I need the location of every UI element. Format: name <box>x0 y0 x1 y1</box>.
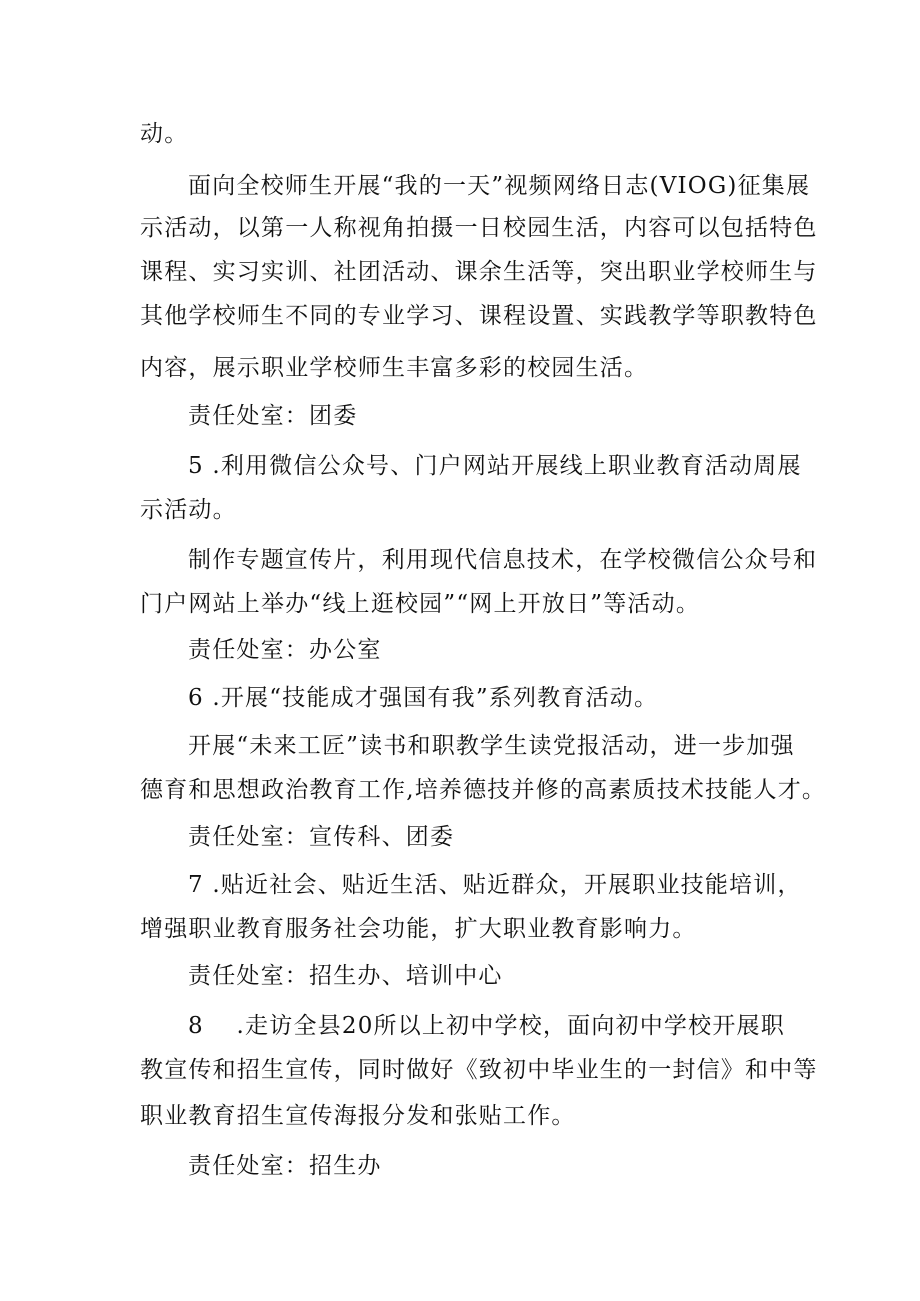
paragraph-line: 面向全校师生开展“我的一天”视频网络日志(VIOG)征集展 <box>188 173 811 199</box>
paragraph-line: 其他学校师生不同的专业学习、课程设置、实践教学等职教特色 <box>140 303 818 329</box>
paragraph-line: 德育和思想政治教育工作,培养德技并修的高素质技术技能人才。 <box>140 777 827 803</box>
paragraph-line: 职业教育招生宣传海报分发和张贴工作。 <box>140 1103 576 1129</box>
paragraph-line: 开展“未来工匠”读书和职教学生读党报活动，进一步加强 <box>188 733 795 759</box>
item-heading: 6 .开展“技能成才强国有我”系列教育活动。 <box>188 685 659 711</box>
paragraph-line: 示活动。 <box>140 497 237 523</box>
item-heading: 7 .贴近社会、贴近生活、贴近群众，开展职业技能培训， <box>188 872 802 898</box>
responsible-office: 责任处室：招生办、培训中心 <box>188 963 503 989</box>
paragraph-line: 增强职业教育服务社会功能，扩大职业教育影响力。 <box>140 916 697 942</box>
responsible-office: 责任处室：招生办 <box>188 1153 382 1179</box>
paragraph-line: 教宣传和招生宣传，同时做好《致初中毕业生的一封信》和中等 <box>140 1057 818 1083</box>
paragraph-line: 门户网站上举办“线上逛校园”“网上开放日”等活动。 <box>140 591 701 617</box>
paragraph-line: 内容，展示职业学校师生丰富多彩的校园生活。 <box>140 355 649 381</box>
paragraph-line: 制作专题宣传片，利用现代信息技术，在学校微信公众号和 <box>188 547 818 573</box>
paragraph-line: 示活动，以第一人称视角拍摄一日校园生活，内容可以包括特色 <box>140 215 818 241</box>
item-heading: 8 .走访全县20所以上初中学校，面向初中学校开展职 <box>188 1013 785 1039</box>
paragraph-line: 课程、实习实训、社团活动、课余生活等，突出职业学校师生与 <box>140 259 818 285</box>
paragraph-line: 动。 <box>140 121 189 147</box>
responsible-office: 责任处室：团委 <box>188 403 358 429</box>
responsible-office: 责任处室：宣传科、团委 <box>188 824 455 850</box>
item-heading: 5 .利用微信公众号、门户网站开展线上职业教育活动周展 <box>188 453 802 479</box>
responsible-office: 责任处室：办公室 <box>188 637 382 663</box>
